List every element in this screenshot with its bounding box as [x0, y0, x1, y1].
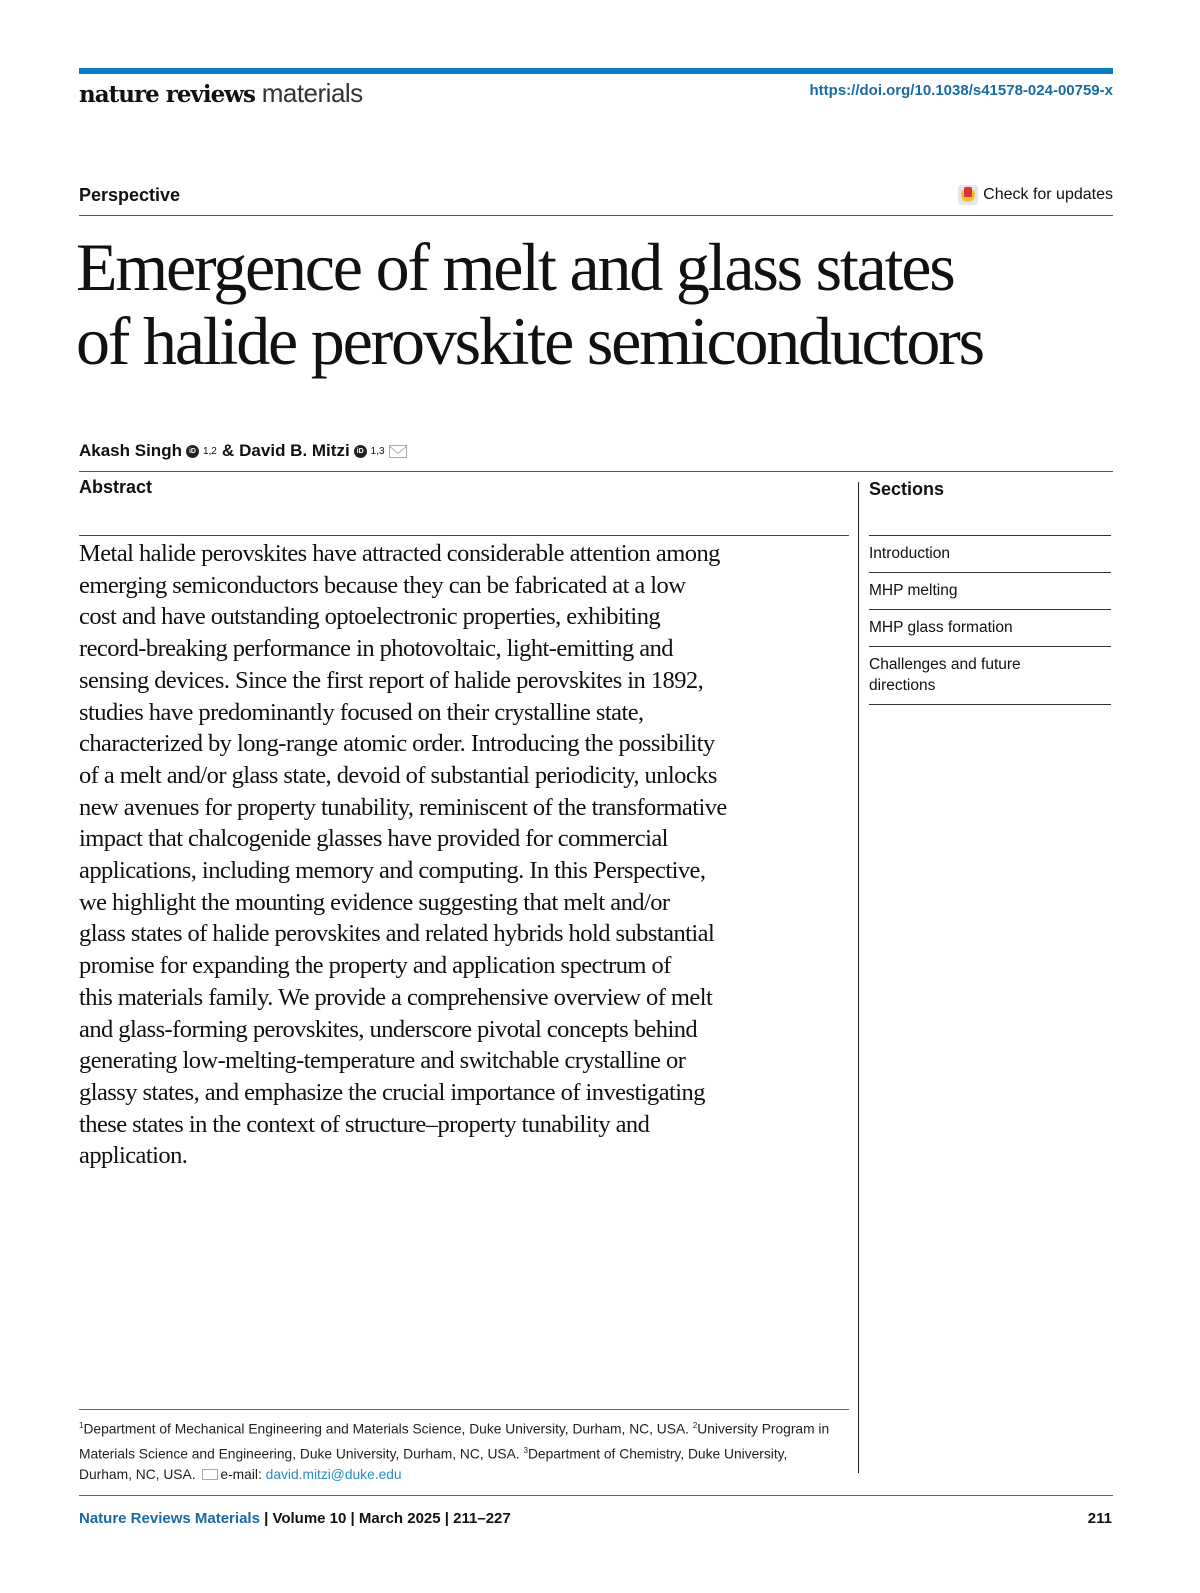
- abstract-line: sensing devices. Since the first report of halide perovskites in 1892,: [79, 666, 704, 694]
- journal-logo-bold: nature reviews: [79, 81, 255, 108]
- abstract-line: record-breaking performance in photovoltaic, light-emitting and: [79, 635, 673, 663]
- orcid-icon[interactable]: iD: [186, 445, 199, 458]
- section-link-challenges[interactable]: Challenges and future directions: [869, 647, 1111, 705]
- abstract-line: Metal halide perovskites have attracted considerable attention among: [79, 540, 720, 567]
- author-affiliation: 1,2: [202, 445, 217, 457]
- abstract-line: generating low-melting-temperature and switchable crystalline or: [79, 1047, 686, 1075]
- abstract-line: characterized by long-range atomic order. Introducing the possibility: [79, 730, 715, 758]
- abstract-line: this materials family. We provide a comprehensive overview of melt: [79, 983, 713, 1011]
- abstract-line: cost and have outstanding optoelectronic properties, exhibiting: [79, 603, 661, 631]
- footer-journal-link[interactable]: Nature Reviews Materials: [79, 1510, 260, 1527]
- affiliations: [79, 1415, 839, 1485]
- abstract-heading: Abstract: [79, 477, 153, 497]
- orcid-icon[interactable]: iD: [354, 445, 367, 458]
- abstract-line: impact that chalcogenide glasses have provided for commercial: [79, 825, 668, 853]
- sections-heading: Sections: [869, 479, 945, 499]
- section-link-mhp-glass-formation[interactable]: MHP glass formation: [869, 610, 1111, 647]
- abstract-body: [79, 538, 849, 1172]
- abstract-line: new avenues for property tunability, reminiscent of the transformative: [79, 793, 727, 821]
- abstract-line: application.: [79, 1142, 188, 1170]
- abstract-line: emerging semiconductors because they can be fabricated at a low: [79, 571, 686, 599]
- abstract-line: glassy states, and emphasize the crucial importance of investigating: [79, 1078, 705, 1106]
- check-for-updates-button[interactable]: [958, 185, 1113, 205]
- email-icon: [202, 1469, 218, 1480]
- author-list: [79, 441, 407, 461]
- abstract-line: we highlight the mounting evidence suggesting that melt and/or: [79, 888, 670, 916]
- journal-accent-bar: [79, 68, 1113, 74]
- author-separator: &: [221, 441, 235, 460]
- divider: [79, 1495, 1113, 1496]
- divider: [79, 215, 1113, 216]
- divider: [79, 535, 849, 536]
- divider: [79, 1409, 849, 1410]
- sections-nav: [869, 535, 1111, 705]
- section-link-introduction[interactable]: Introduction: [869, 536, 1111, 573]
- abstract-line: and glass-forming perovskites, underscore pivotal concepts behind: [79, 1015, 698, 1043]
- divider: [79, 471, 1113, 472]
- journal-logo: [79, 78, 363, 110]
- abstract-line: promise for expanding the property and application spectrum of: [79, 952, 671, 980]
- journal-logo-light: materials: [261, 78, 363, 108]
- affiliation: Department of Mechanical Engineering and Materials Science, Duke University, Durham, NC, USA.: [83, 1421, 689, 1437]
- page-number: 211: [1087, 1510, 1112, 1527]
- affiliation-number: 3: [523, 1445, 528, 1455]
- footer-citation: [79, 1510, 511, 1527]
- column-divider: [858, 482, 859, 1473]
- email-label: e-mail:: [220, 1467, 262, 1483]
- article-type: Perspective: [79, 185, 181, 205]
- abstract-line: of a melt and/or glass state, devoid of substantial periodicity, unlocks: [79, 761, 717, 789]
- crossmark-icon: [958, 185, 978, 205]
- check-for-updates-label: Check for updates: [983, 186, 1113, 203]
- footer-issue: | Volume 10 | March 2025 | 211–227: [259, 1510, 511, 1527]
- abstract-line: glass states of halide perovskites and related hybrids hold substantial: [79, 920, 715, 948]
- section-link-mhp-melting[interactable]: MHP melting: [869, 573, 1111, 610]
- abstract-line: applications, including memory and computing. In this Perspective,: [79, 857, 706, 885]
- email-link[interactable]: david.mitzi@duke.edu: [265, 1467, 402, 1483]
- title-line: Emergence of melt and glass states: [76, 229, 954, 305]
- affiliation-number: 2: [692, 1421, 698, 1430]
- doi-link[interactable]: https://doi.org/10.1038/s41578-024-00759-x: [809, 82, 1113, 99]
- author-name[interactable]: Akash Singh: [79, 441, 182, 460]
- title-line: of halide perovskite semiconductors: [76, 303, 983, 379]
- author-name[interactable]: David B. Mitzi: [239, 441, 350, 460]
- email-icon[interactable]: [389, 445, 407, 458]
- affiliation-number: 1: [79, 1421, 84, 1430]
- abstract-line: studies have predominantly focused on their crystalline state,: [79, 698, 644, 726]
- affiliation: University Program in Materials Science and Engineering, Duke University, Durham, NC, USA.: [79, 1421, 830, 1462]
- affiliation: Department of Chemistry, Duke University, Durham, NC, USA.: [79, 1446, 788, 1483]
- article-title: [76, 230, 1136, 378]
- abstract-line: these states in the context of structure–property tunability and: [79, 1110, 650, 1138]
- author-affiliation: 1,3: [370, 445, 385, 457]
